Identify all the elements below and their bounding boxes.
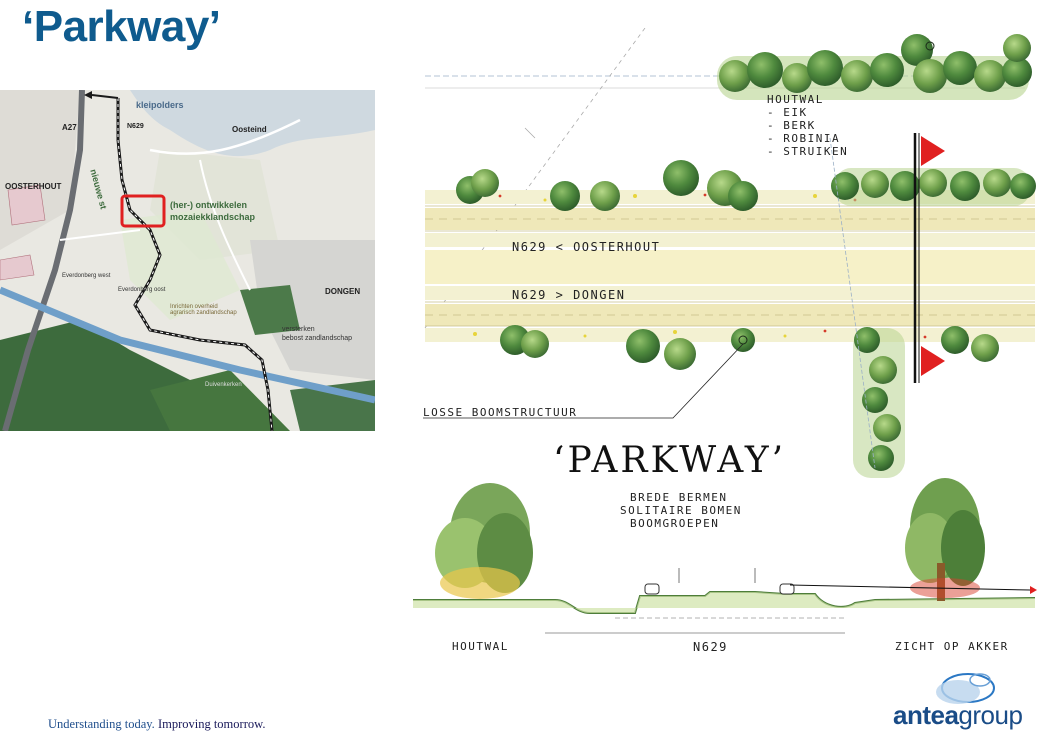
map-graphic	[0, 90, 375, 431]
antea-logo-text	[893, 700, 1022, 731]
slogan-part-2: Improving tomorrow.	[154, 717, 266, 731]
map-label-versterken-2: bebost zandlandschap	[282, 335, 353, 342]
feature-3: BOOMGROEPEN	[630, 517, 720, 530]
map-label-duivenkerken: Duivenkerken	[205, 382, 242, 388]
map-label-nieuwe: nieuwe st	[88, 168, 109, 211]
feature-1: BREDE BERMEN	[630, 491, 728, 504]
map-label-oosteind: Oosteind	[232, 125, 267, 134]
houtwal-title: HOUTWAL	[767, 93, 824, 106]
map-label-everdonkberg-west: Everdonberg west	[62, 273, 111, 279]
houtwal-item-3: - ROBINIA	[767, 132, 841, 145]
lane-label-dongen: N629 > DONGEN	[512, 288, 626, 302]
parkway-plan-drawing	[405, 28, 1043, 660]
parkway-heading: ‘PARKWAY’	[553, 440, 787, 481]
section-label-n629: N629	[693, 640, 728, 654]
lane-label-oosterhout: N629 < OOSTERHOUT	[512, 240, 661, 254]
area-map	[0, 90, 375, 431]
map-label-dongen: DONGEN	[325, 287, 361, 296]
section-marker-bottom	[921, 346, 945, 376]
map-label-versterken-1: versterken	[282, 326, 315, 333]
map-label-n629: N629	[127, 123, 144, 130]
map-label-kleipolders: kleipolders	[136, 100, 184, 110]
map-label-everdonkberg-oost: Everdonberg oost	[118, 287, 166, 293]
houtwal-item-4: - STRUIKEN	[767, 145, 849, 158]
section-label-zicht: ZICHT OP AKKER	[895, 640, 1009, 653]
slogan-part-1: Understanding today.	[48, 717, 155, 731]
top-hedge	[717, 34, 1032, 100]
map-label-oosterhout: OOSTERHOUT	[5, 182, 62, 191]
logo-text-group: group	[958, 700, 1023, 730]
losse-boomstructuur-label: LOSSE BOOMSTRUCTUUR	[423, 406, 578, 419]
map-label-inpassen: Inrichten overheid agrarisch zandlandschap	[170, 304, 237, 316]
houtwal-item-1: - EIK	[767, 106, 808, 119]
section-marker-top	[921, 136, 945, 166]
map-label-a27: A27	[62, 123, 77, 132]
map-label-ontwikkelen: (her-) ontwikkelen	[170, 200, 248, 210]
section-label-houtwal: HOUTWAL	[452, 640, 509, 653]
houtwal-item-2: - BERK	[767, 119, 816, 132]
slide-title: ‘Parkway’	[22, 2, 221, 51]
map-label-mozaiek: mozaiekklandschap	[170, 212, 256, 222]
logo-text-antea: antea	[893, 700, 959, 730]
slogan	[48, 717, 265, 732]
feature-2: SOLITAIRE BOMEN	[620, 504, 742, 517]
